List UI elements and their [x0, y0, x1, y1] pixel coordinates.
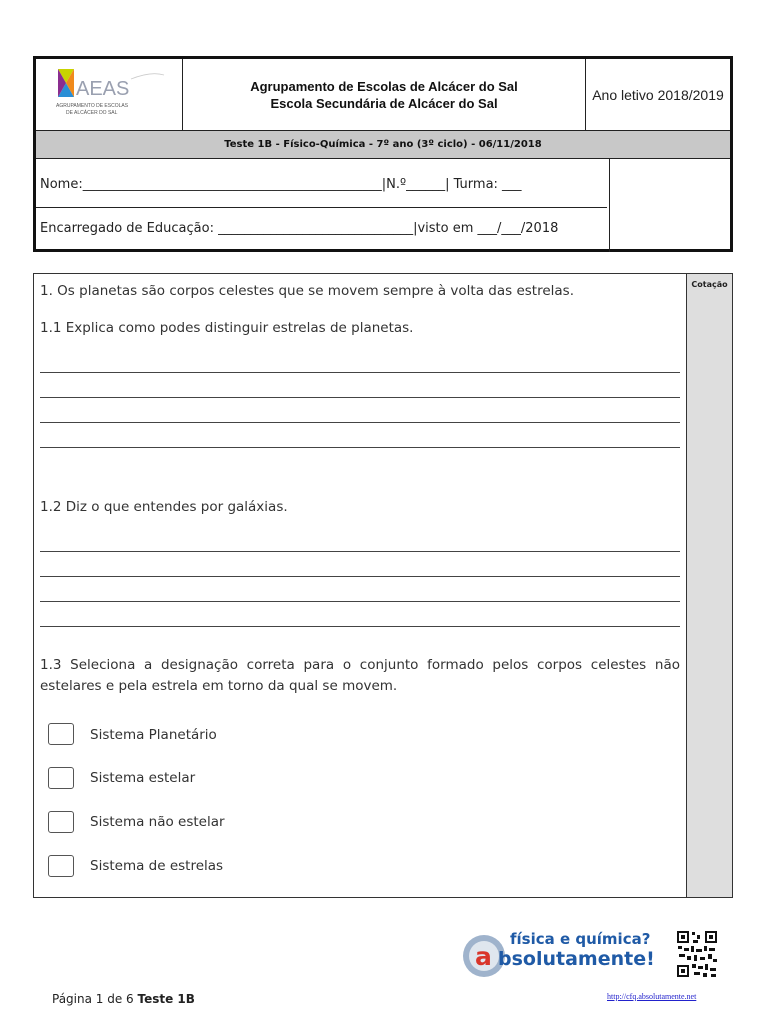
header-table	[33, 56, 733, 252]
answer-line[interactable]	[40, 447, 680, 448]
brand-line-1: física e química?	[510, 930, 651, 948]
option-label: Sistema de estrelas	[90, 858, 224, 874]
option-checkbox[interactable]	[48, 855, 74, 877]
question-1-2: 1.2 Diz o que entendes por galáxias.	[40, 499, 288, 515]
logo-subtext-2: DE ALCÁCER DO SAL	[66, 110, 118, 116]
cotacao-label: Cotação	[691, 280, 728, 289]
divider	[36, 207, 607, 208]
divider	[36, 158, 730, 159]
option-label: Sistema Planetário	[90, 727, 217, 743]
answer-line[interactable]	[40, 576, 680, 577]
qr-code-icon	[676, 930, 718, 978]
test-title: Teste 1B - Físico-Química - 7º ano (3º ciclo) - 06/11/2018	[36, 131, 730, 158]
question-1-1: 1.1 Explica como podes distinguir estrelas de planetas.	[40, 320, 414, 336]
option-checkbox[interactable]	[48, 723, 74, 745]
answer-line[interactable]	[40, 372, 680, 373]
option-label: Sistema estelar	[90, 770, 196, 786]
page-footer	[52, 992, 195, 1006]
brand-a: a	[475, 942, 492, 971]
answer-line[interactable]	[40, 397, 680, 398]
answer-line[interactable]	[40, 601, 680, 602]
logo-text: AEAS	[76, 78, 130, 100]
brand-line-2: bsolutamente!	[498, 948, 655, 970]
answer-line[interactable]	[40, 551, 680, 552]
option-checkbox[interactable]	[48, 811, 74, 833]
grade-box-divider	[609, 158, 610, 252]
logo-subtext-1: AGRUPAMENTO DE ESCOLAS	[56, 103, 129, 109]
school-year: Ano letivo 2018/2019	[592, 86, 724, 103]
school-logo	[36, 59, 182, 130]
guardian-row: Encarregado de Educação: ______________________________|visto em ___/___/2018	[40, 221, 559, 236]
school-name	[183, 59, 585, 130]
test-name: Teste 1B	[137, 992, 195, 1006]
question-1-3-line-1: 1.3 Seleciona a designação correta para o conjunto formado pelos corpos celestes não	[40, 657, 680, 673]
option-checkbox[interactable]	[48, 767, 74, 789]
school-line-2: Escola Secundária de Alcácer do Sal	[270, 95, 498, 111]
cotacao-column	[686, 274, 732, 897]
question-1-3-line-2: estelares e pela estrela em torno da qual se movem.	[40, 678, 398, 694]
question-box	[33, 273, 733, 898]
school-line-1: Agrupamento de Escolas de Alcácer do Sal	[250, 78, 518, 94]
page-number: Página 1 de 6	[52, 992, 138, 1006]
option-label: Sistema não estelar	[90, 814, 225, 830]
footer-link[interactable]: http://cfq.absolutamente.net	[607, 992, 697, 1001]
brand-logo	[458, 926, 720, 982]
answer-line[interactable]	[40, 626, 680, 627]
answer-line[interactable]	[40, 422, 680, 423]
question-1: 1. Os planetas são corpos celestes que se movem sempre à volta das estrelas.	[40, 283, 574, 299]
name-row: Nome:______________________________________________|N.º______| Turma: ___	[40, 177, 522, 192]
